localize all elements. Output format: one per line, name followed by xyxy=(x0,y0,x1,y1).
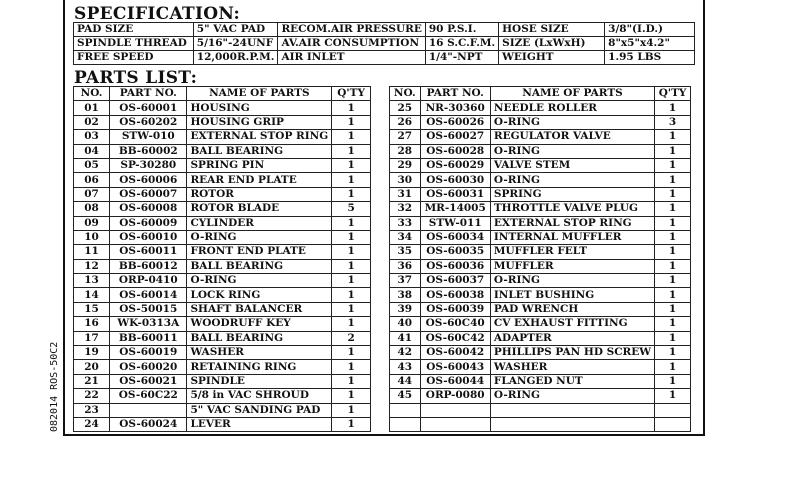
part-number: OS-50015 xyxy=(110,302,187,316)
part-index: 14 xyxy=(74,288,110,302)
part-number: BB-60012 xyxy=(110,259,187,273)
part-quantity: 1 xyxy=(655,302,691,316)
part-index: 16 xyxy=(74,317,110,331)
part-quantity: 1 xyxy=(332,130,371,144)
part-quantity: 1 xyxy=(655,288,691,302)
spec-label: HOSE SIZE xyxy=(499,23,605,37)
part-quantity: 1 xyxy=(332,158,371,172)
column-header: NAME OF PARTS xyxy=(187,87,332,101)
part-name: CV EXHAUST FITTING xyxy=(490,317,654,331)
table-row xyxy=(390,230,691,244)
table-row xyxy=(74,173,371,187)
table-row xyxy=(390,144,691,158)
part-index: 42 xyxy=(390,346,421,360)
part-index: 20 xyxy=(74,360,110,374)
spec-value: 1/4"-NPT xyxy=(425,51,498,65)
part-quantity: 1 xyxy=(655,374,691,388)
part-index: 05 xyxy=(74,158,110,172)
part-index: 34 xyxy=(390,230,421,244)
part-quantity xyxy=(655,403,691,417)
part-index: 09 xyxy=(74,216,110,230)
part-index: 22 xyxy=(74,389,110,403)
part-quantity: 1 xyxy=(655,158,691,172)
part-name: RETAINING RING xyxy=(187,360,332,374)
part-index: 17 xyxy=(74,331,110,345)
table-row xyxy=(74,274,371,288)
part-index: 45 xyxy=(390,389,421,403)
spec-label: AIR INLET xyxy=(278,51,425,65)
part-number: OS-60030 xyxy=(420,173,490,187)
part-index: 26 xyxy=(390,115,421,129)
table-row xyxy=(74,216,371,230)
table-row xyxy=(390,130,691,144)
spec-row xyxy=(74,37,695,51)
part-name: WASHER xyxy=(490,360,654,374)
part-quantity xyxy=(655,417,691,431)
table-row xyxy=(390,173,691,187)
spec-row xyxy=(74,23,695,37)
part-index: 37 xyxy=(390,274,421,288)
table-row xyxy=(74,230,371,244)
part-name: O-RING xyxy=(490,173,654,187)
table-row xyxy=(74,202,371,216)
part-quantity: 1 xyxy=(332,317,371,331)
part-name: THROTTLE VALVE PLUG xyxy=(490,202,654,216)
spec-label: PAD SIZE xyxy=(74,23,194,37)
part-quantity: 1 xyxy=(655,346,691,360)
part-quantity: 1 xyxy=(332,144,371,158)
part-name: O-RING xyxy=(187,274,332,288)
part-quantity: 1 xyxy=(332,216,371,230)
parts-heading: PARTS LIST: xyxy=(74,68,198,88)
parts-table-left xyxy=(73,86,371,432)
part-name: 5" VAC SANDING PAD xyxy=(187,403,332,417)
part-index: 38 xyxy=(390,288,421,302)
spec-value: 3/8"(I.D.) xyxy=(605,23,695,37)
part-number: OS-60202 xyxy=(110,115,187,129)
table-row xyxy=(390,302,691,316)
part-index: 27 xyxy=(390,130,421,144)
spec-value: 5" VAC PAD xyxy=(193,23,278,37)
part-quantity: 1 xyxy=(655,187,691,201)
table-row xyxy=(74,417,371,431)
part-number: OS-60020 xyxy=(110,360,187,374)
part-quantity: 1 xyxy=(655,101,691,115)
part-quantity: 1 xyxy=(332,115,371,129)
part-name: O-RING xyxy=(490,274,654,288)
part-name: ROTOR xyxy=(187,187,332,201)
part-index: 28 xyxy=(390,144,421,158)
part-number xyxy=(420,403,490,417)
part-name: MUFFLER FELT xyxy=(490,245,654,259)
part-quantity: 1 xyxy=(332,417,371,431)
part-number: BB-60002 xyxy=(110,144,187,158)
part-number: OS-60027 xyxy=(420,130,490,144)
part-index: 36 xyxy=(390,259,421,273)
part-index: 35 xyxy=(390,245,421,259)
part-quantity: 5 xyxy=(332,202,371,216)
part-index: 12 xyxy=(74,259,110,273)
table-row xyxy=(74,115,371,129)
part-name: 5/8 in VAC SHROUD xyxy=(187,389,332,403)
part-quantity: 1 xyxy=(332,187,371,201)
part-number: OS-60044 xyxy=(420,374,490,388)
part-index: 43 xyxy=(390,360,421,374)
part-number: OS-60034 xyxy=(420,230,490,244)
part-name: SPINDLE xyxy=(187,374,332,388)
part-name: ROTOR BLADE xyxy=(187,202,332,216)
part-quantity: 1 xyxy=(332,173,371,187)
part-name: PAD WRENCH xyxy=(490,302,654,316)
part-quantity: 1 xyxy=(655,259,691,273)
spec-label: RECOM.AIR PRESSURE xyxy=(278,23,425,37)
part-name: WOODRUFF KEY xyxy=(187,317,332,331)
part-index: 19 xyxy=(74,346,110,360)
spec-heading: SPECIFICATION: xyxy=(74,4,241,24)
part-quantity: 2 xyxy=(332,331,371,345)
part-index: 40 xyxy=(390,317,421,331)
part-name: LOCK RING xyxy=(187,288,332,302)
column-header: NAME OF PARTS xyxy=(490,87,654,101)
table-row xyxy=(390,245,691,259)
part-number: NR-30360 xyxy=(420,101,490,115)
part-number: OS-60014 xyxy=(110,288,187,302)
part-number: OS-60024 xyxy=(110,417,187,431)
part-number: OS-60042 xyxy=(420,346,490,360)
part-quantity: 1 xyxy=(655,173,691,187)
part-number xyxy=(110,403,187,417)
part-quantity: 1 xyxy=(655,144,691,158)
part-name: INLET BUSHING xyxy=(490,288,654,302)
part-index: 01 xyxy=(74,101,110,115)
part-name: ADAPTER xyxy=(490,331,654,345)
spec-value: 90 P.S.I. xyxy=(425,23,498,37)
part-number: ORP-0080 xyxy=(420,389,490,403)
part-index: 41 xyxy=(390,331,421,345)
spec-table xyxy=(73,22,695,65)
table-row xyxy=(390,259,691,273)
part-name: SHAFT BALANCER xyxy=(187,302,332,316)
part-number: OS-60C42 xyxy=(420,331,490,345)
part-index: 03 xyxy=(74,130,110,144)
spec-label: AV.AIR CONSUMPTION xyxy=(278,37,425,51)
part-name: BALL BEARING xyxy=(187,144,332,158)
part-name: EXTERNAL STOP RING xyxy=(187,130,332,144)
table-row xyxy=(74,346,371,360)
spec-label: SIZE (LxWxH) xyxy=(499,37,605,51)
part-name: BALL BEARING xyxy=(187,259,332,273)
table-row xyxy=(74,245,371,259)
part-name xyxy=(490,403,654,417)
part-name: O-RING xyxy=(490,389,654,403)
part-index: 13 xyxy=(74,274,110,288)
part-name: SPRING xyxy=(490,187,654,201)
part-quantity: 1 xyxy=(655,317,691,331)
part-index: 11 xyxy=(74,245,110,259)
part-name: FRONT END PLATE xyxy=(187,245,332,259)
part-index: 32 xyxy=(390,202,421,216)
table-row xyxy=(74,360,371,374)
table-row xyxy=(390,360,691,374)
column-header: NO. xyxy=(74,87,110,101)
table-row xyxy=(390,115,691,129)
part-name: VALVE STEM xyxy=(490,158,654,172)
table-row xyxy=(74,158,371,172)
table-row xyxy=(74,101,371,115)
part-index: 07 xyxy=(74,187,110,201)
table-row xyxy=(74,389,371,403)
part-number: OS-60009 xyxy=(110,216,187,230)
column-header: Q'TY xyxy=(332,87,371,101)
table-row xyxy=(74,331,371,345)
part-index: 31 xyxy=(390,187,421,201)
part-quantity: 1 xyxy=(332,389,371,403)
part-number: BB-60011 xyxy=(110,331,187,345)
part-number: OS-60008 xyxy=(110,202,187,216)
part-number: OS-60019 xyxy=(110,346,187,360)
table-row xyxy=(74,130,371,144)
part-number: OS-60021 xyxy=(110,374,187,388)
part-name: PHILLIPS PAN HD SCREW xyxy=(490,346,654,360)
table-row xyxy=(74,374,371,388)
table-row xyxy=(390,346,691,360)
part-name: INTERNAL MUFFLER xyxy=(490,230,654,244)
part-name: FLANGED NUT xyxy=(490,374,654,388)
column-header: PART NO. xyxy=(420,87,490,101)
part-number xyxy=(420,417,490,431)
part-quantity: 1 xyxy=(655,331,691,345)
spec-label: SPINDLE THREAD xyxy=(74,37,194,51)
part-index: 23 xyxy=(74,403,110,417)
spec-row xyxy=(74,51,695,65)
part-number: OS-60036 xyxy=(420,259,490,273)
part-index: 25 xyxy=(390,101,421,115)
part-name: REGULATOR VALVE xyxy=(490,130,654,144)
part-quantity: 1 xyxy=(332,346,371,360)
part-name: BALL BEARING xyxy=(187,331,332,345)
part-quantity: 1 xyxy=(655,274,691,288)
part-name: HOUSING GRIP xyxy=(187,115,332,129)
spec-value: 1.95 LBS xyxy=(605,51,695,65)
part-name: MUFFLER xyxy=(490,259,654,273)
part-quantity: 1 xyxy=(655,216,691,230)
table-row xyxy=(390,187,691,201)
table-row xyxy=(390,403,691,417)
part-number: OS-60010 xyxy=(110,230,187,244)
part-name: O-RING xyxy=(490,144,654,158)
part-quantity: 1 xyxy=(332,274,371,288)
part-name: HOUSING xyxy=(187,101,332,115)
part-name: NEEDLE ROLLER xyxy=(490,101,654,115)
part-quantity: 1 xyxy=(332,230,371,244)
part-number: SP-30280 xyxy=(110,158,187,172)
part-quantity: 1 xyxy=(655,360,691,374)
part-index: 04 xyxy=(74,144,110,158)
part-number: OS-60007 xyxy=(110,187,187,201)
part-quantity: 1 xyxy=(332,374,371,388)
part-quantity: 1 xyxy=(655,202,691,216)
table-row xyxy=(390,389,691,403)
table-row xyxy=(74,144,371,158)
part-number: ORP-0410 xyxy=(110,274,187,288)
table-row xyxy=(74,403,371,417)
part-index xyxy=(390,417,421,431)
part-name: WASHER xyxy=(187,346,332,360)
table-row xyxy=(390,158,691,172)
part-index: 06 xyxy=(74,173,110,187)
part-number: OS-60C22 xyxy=(110,389,187,403)
part-index: 33 xyxy=(390,216,421,230)
table-row xyxy=(390,202,691,216)
part-index: 39 xyxy=(390,302,421,316)
part-number: WK-0313A xyxy=(110,317,187,331)
part-index: 15 xyxy=(74,302,110,316)
part-number: OS-60001 xyxy=(110,101,187,115)
part-name: SPRING PIN xyxy=(187,158,332,172)
spec-value: 12,000R.P.M. xyxy=(193,51,278,65)
table-row xyxy=(74,288,371,302)
part-index: 08 xyxy=(74,202,110,216)
document-code: 082014 ROS-50C2 xyxy=(49,341,60,432)
part-number: STW-011 xyxy=(420,216,490,230)
spec-value: 16 S.C.F.M. xyxy=(425,37,498,51)
part-quantity: 1 xyxy=(332,101,371,115)
part-number: STW-010 xyxy=(110,130,187,144)
part-quantity: 1 xyxy=(655,245,691,259)
part-quantity: 1 xyxy=(655,130,691,144)
table-row xyxy=(390,331,691,345)
part-index: 30 xyxy=(390,173,421,187)
table-row xyxy=(390,216,691,230)
part-name: EXTERNAL STOP RING xyxy=(490,216,654,230)
part-number: OS-60011 xyxy=(110,245,187,259)
table-row xyxy=(74,317,371,331)
part-quantity: 1 xyxy=(332,302,371,316)
column-header: NO. xyxy=(390,87,421,101)
part-quantity: 1 xyxy=(332,360,371,374)
part-number: OS-60031 xyxy=(420,187,490,201)
part-number: OS-60029 xyxy=(420,158,490,172)
part-index: 02 xyxy=(74,115,110,129)
part-quantity: 1 xyxy=(332,259,371,273)
spec-label: FREE SPEED xyxy=(74,51,194,65)
part-number: OS-60039 xyxy=(420,302,490,316)
table-row xyxy=(390,374,691,388)
spec-value: 8"x5"x4.2" xyxy=(605,37,695,51)
part-index: 44 xyxy=(390,374,421,388)
part-number: OS-60026 xyxy=(420,115,490,129)
table-row xyxy=(390,417,691,431)
table-row xyxy=(74,302,371,316)
part-number: OS-60043 xyxy=(420,360,490,374)
table-row xyxy=(390,288,691,302)
table-row xyxy=(390,317,691,331)
part-index: 29 xyxy=(390,158,421,172)
part-number: MR-14005 xyxy=(420,202,490,216)
part-name: CYLINDER xyxy=(187,216,332,230)
part-number: OS-60006 xyxy=(110,173,187,187)
parts-table-right xyxy=(389,86,691,432)
part-name: LEVER xyxy=(187,417,332,431)
part-number: OS-60035 xyxy=(420,245,490,259)
part-number: OS-60C40 xyxy=(420,317,490,331)
part-index: 24 xyxy=(74,417,110,431)
part-number: OS-60037 xyxy=(420,274,490,288)
table-row xyxy=(390,274,691,288)
part-index: 21 xyxy=(74,374,110,388)
spec-label: WEIGHT xyxy=(499,51,605,65)
table-row xyxy=(74,187,371,201)
table-row xyxy=(74,259,371,273)
part-index xyxy=(390,403,421,417)
part-quantity: 1 xyxy=(332,245,371,259)
part-quantity: 3 xyxy=(655,115,691,129)
spec-value: 5/16"-24UNF xyxy=(193,37,278,51)
part-number: OS-60038 xyxy=(420,288,490,302)
part-name: REAR END PLATE xyxy=(187,173,332,187)
part-index: 10 xyxy=(74,230,110,244)
part-quantity: 1 xyxy=(655,389,691,403)
column-header: PART NO. xyxy=(110,87,187,101)
part-name: O-RING xyxy=(490,115,654,129)
part-quantity: 1 xyxy=(332,288,371,302)
part-quantity: 1 xyxy=(655,230,691,244)
table-row xyxy=(390,101,691,115)
part-number: OS-60028 xyxy=(420,144,490,158)
column-header: Q'TY xyxy=(655,87,691,101)
part-quantity: 1 xyxy=(332,403,371,417)
part-name: O-RING xyxy=(187,230,332,244)
part-name xyxy=(490,417,654,431)
